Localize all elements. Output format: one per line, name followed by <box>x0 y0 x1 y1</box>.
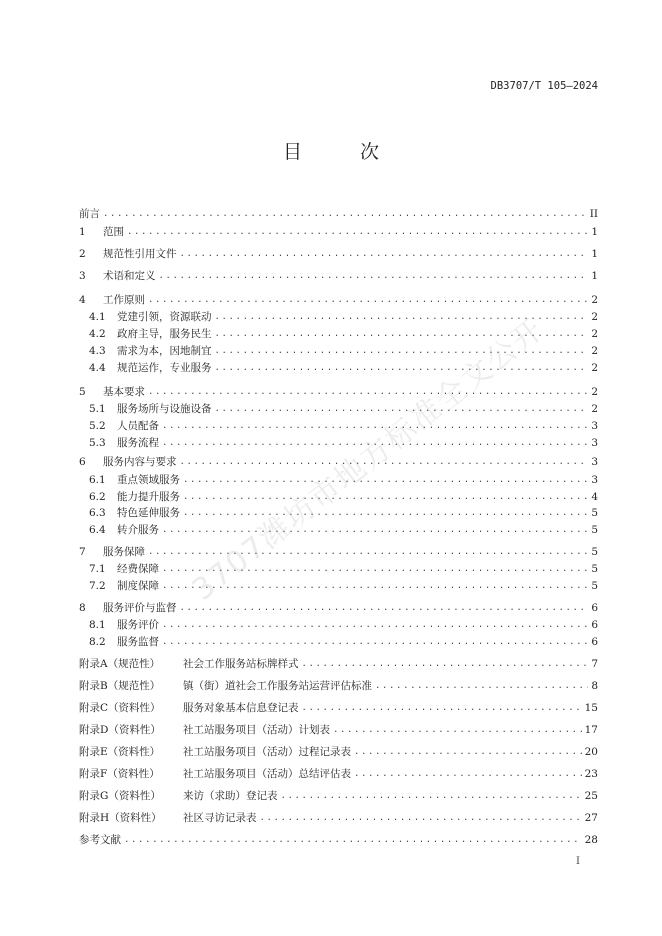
dot-leader <box>354 767 582 781</box>
toc-entry-title <box>89 523 159 537</box>
dot-leader <box>180 601 589 615</box>
toc-entry-label: 社区寻访记录表 <box>183 812 257 824</box>
dot-leader <box>215 402 589 416</box>
toc-entry-title <box>79 455 177 469</box>
toc-entry-page: 2 <box>591 345 598 357</box>
toc-entry-page: 3 <box>591 437 598 449</box>
toc-entry[interactable] <box>79 381 598 399</box>
toc-entry-label: 镇（街）道社会工作服务站运营评估标准 <box>183 680 372 692</box>
toc-entry[interactable] <box>89 432 598 450</box>
toc-entry-label: 经费保障 <box>117 563 159 575</box>
toc-entry-label: 服务场所与设施设备 <box>117 403 212 415</box>
toc-entry[interactable] <box>89 323 598 341</box>
toc-entry[interactable] <box>79 785 598 803</box>
toc-entry[interactable] <box>89 502 598 520</box>
dot-leader <box>302 657 589 671</box>
dot-leader <box>159 269 589 283</box>
toc-entry-number: 6 <box>79 456 86 468</box>
toc-entry-page: 1 <box>591 248 598 260</box>
toc-entry-page: 20 <box>584 746 598 758</box>
toc-entry-title <box>89 327 212 341</box>
toc-entry-page: 5 <box>591 580 598 592</box>
toc-entry-number: 3 <box>79 270 86 282</box>
toc-entry-title <box>79 767 351 781</box>
toc-entry-label: 社会工作服务站标牌样式 <box>183 658 299 670</box>
dot-leader <box>162 419 588 433</box>
toc-entry-title <box>79 293 145 307</box>
toc-entry-label: 服务对象基本信息登记表 <box>183 702 299 714</box>
toc-entry[interactable] <box>79 675 598 693</box>
toc-entry-page: 1 <box>591 226 598 238</box>
toc-entry-number: 4.4 <box>89 362 106 374</box>
toc-entry-number: 8 <box>79 602 86 614</box>
toc-entry-label: 工作原则 <box>103 294 145 306</box>
page-title: 目 次 <box>282 141 406 163</box>
toc-entry-page: 6 <box>591 636 598 648</box>
toc-entry-number: 6.2 <box>89 491 106 503</box>
dot-leader <box>260 811 582 825</box>
toc-entry[interactable] <box>79 741 598 759</box>
toc-entry[interactable] <box>79 541 598 559</box>
toc-entry-number: 1 <box>79 226 86 238</box>
toc-entry[interactable] <box>79 829 598 847</box>
toc-entry-title <box>79 269 156 283</box>
toc-entry-title <box>79 601 177 615</box>
toc-entry-title <box>79 701 299 715</box>
toc-entry-title <box>79 385 145 399</box>
toc-entry-label: 特色延伸服务 <box>117 507 180 519</box>
toc-entry-title <box>89 473 180 487</box>
toc-entry-label: 社工站服务项目（活动）总结评估表 <box>183 768 351 780</box>
toc-entry-title <box>79 789 278 803</box>
dot-leader <box>215 344 589 358</box>
dot-leader <box>124 833 582 847</box>
toc-entry-number: 6.4 <box>89 524 106 536</box>
toc-entry-page: 3 <box>591 456 598 468</box>
toc-entry-page: 2 <box>591 311 598 323</box>
toc-entry-title <box>89 506 180 520</box>
toc-entry-title <box>79 811 257 825</box>
toc-entry-number: 附录C（资料性） <box>79 702 161 714</box>
watermark: 3707潍坊市地方标准全文公开 <box>185 311 552 608</box>
toc-entry-label: 范围 <box>103 226 124 238</box>
toc-entry-title <box>89 436 159 450</box>
toc-entry[interactable] <box>89 357 598 375</box>
toc-entry-page: 4 <box>591 491 598 503</box>
dot-leader <box>354 745 582 759</box>
toc-entry-page: 23 <box>584 768 598 780</box>
toc-entry-page: 1 <box>591 270 598 282</box>
page-number: I <box>576 856 580 867</box>
dot-leader <box>148 293 588 307</box>
toc-entry[interactable] <box>79 807 598 825</box>
toc-entry-page: 2 <box>591 328 598 340</box>
toc-entry-number: 附录A（规范性） <box>79 658 161 670</box>
toc-entry-page: 15 <box>584 702 598 714</box>
toc-entry[interactable] <box>89 398 598 416</box>
dot-leader <box>302 701 582 715</box>
toc-entry-label: 服务评价 <box>117 619 159 631</box>
toc-entry-page: 25 <box>584 790 598 802</box>
toc-entry[interactable] <box>79 697 598 715</box>
toc-entry-label: 重点领域服务 <box>117 474 180 486</box>
toc-entry-label: 转介服务 <box>117 524 159 536</box>
toc-entry[interactable] <box>89 306 598 324</box>
toc-entry-page: 8 <box>591 680 598 692</box>
toc-entry-number: 4.1 <box>89 311 106 323</box>
dot-leader <box>183 506 588 520</box>
toc-entry[interactable] <box>79 265 598 283</box>
toc-entry-page: II <box>589 208 598 220</box>
toc-entry-number: 附录B（规范性） <box>79 680 161 692</box>
toc-entry-title <box>79 657 299 671</box>
toc-entry[interactable] <box>89 575 598 593</box>
toc-entry-title <box>89 402 212 416</box>
toc-entry-label: 服务保障 <box>103 546 145 558</box>
toc-entry-number: 7.1 <box>89 563 106 575</box>
toc-entry[interactable] <box>79 763 598 781</box>
toc-entry[interactable] <box>89 558 598 576</box>
toc-entry-title <box>79 545 145 559</box>
toc-entry[interactable] <box>89 340 598 358</box>
toc-entry-label: 制度保障 <box>117 580 159 592</box>
toc-entry-label: 服务监督 <box>117 636 159 648</box>
toc-entry[interactable] <box>79 289 598 307</box>
toc-entry-title <box>79 723 330 737</box>
toc-entry-label: 人员配备 <box>117 420 159 432</box>
toc-entry-label: 服务内容与要求 <box>103 456 177 468</box>
toc-entry-number: 5.2 <box>89 420 106 432</box>
toc-entry[interactable] <box>79 243 598 261</box>
toc-entry[interactable] <box>79 597 598 615</box>
toc-entry-title <box>79 225 124 239</box>
toc-entry-page: 3 <box>591 420 598 432</box>
toc-entry-page: 5 <box>591 507 598 519</box>
toc-entry-number: 附录F（资料性） <box>79 768 160 780</box>
toc-entry-page: 2 <box>591 386 598 398</box>
toc-entry-number: 2 <box>79 248 86 260</box>
toc-entry-label: 党建引领，资源联动 <box>117 311 212 323</box>
dot-leader <box>183 473 588 487</box>
toc-entry-title <box>89 419 159 433</box>
toc-entry-title <box>79 247 177 261</box>
toc-entry[interactable] <box>79 203 598 221</box>
toc-entry-title <box>89 635 159 649</box>
toc-entry-title <box>79 833 121 847</box>
toc-entry-label: 参考文献 <box>79 834 121 846</box>
toc-entry-title <box>79 679 372 693</box>
toc-entry-title <box>89 618 159 632</box>
dot-leader <box>333 723 582 737</box>
toc-entry[interactable] <box>89 614 598 632</box>
toc-entry-label: 社工站服务项目（活动）计划表 <box>183 724 330 736</box>
toc-entry-label: 规范性引用文件 <box>103 248 177 260</box>
toc-entry-label: 社工站服务项目（活动）过程记录表 <box>183 746 351 758</box>
dot-leader <box>162 436 588 450</box>
toc-entry-page: 5 <box>591 546 598 558</box>
toc-entry-label: 规范运作，专业服务 <box>117 362 212 374</box>
toc-entry[interactable] <box>79 653 598 671</box>
toc-entry-title <box>89 344 212 358</box>
toc-entry-label: 能力提升服务 <box>117 491 180 503</box>
toc-entry[interactable] <box>79 221 598 239</box>
dot-leader <box>215 327 589 341</box>
toc-entry-title <box>89 562 159 576</box>
toc-entry-page: 17 <box>584 724 598 736</box>
toc-entry-page: 2 <box>591 403 598 415</box>
toc-entry-page: 27 <box>584 812 598 824</box>
toc-entry-page: 2 <box>591 362 598 374</box>
dot-leader <box>215 310 589 324</box>
toc-entry-page: 28 <box>584 834 598 846</box>
toc-entry[interactable] <box>89 469 598 487</box>
dot-leader <box>148 385 588 399</box>
toc-entry-number: 7.2 <box>89 580 106 592</box>
toc-entry-number: 7 <box>79 546 86 558</box>
toc-entry-title <box>89 361 212 375</box>
dot-leader <box>281 789 582 803</box>
dot-leader <box>127 225 588 239</box>
toc-entry-number: 附录G（资料性） <box>79 790 161 802</box>
dot-leader <box>162 523 588 537</box>
toc-entry-title <box>89 579 159 593</box>
toc-entry-label: 服务评价与监督 <box>103 602 177 614</box>
toc-entry-number: 附录D（资料性） <box>79 724 161 736</box>
toc-entry-number: 4.3 <box>89 345 106 357</box>
toc-entry-number: 5.1 <box>89 403 106 415</box>
dot-leader <box>375 679 588 693</box>
toc-entry[interactable] <box>79 451 598 469</box>
toc-entry-label: 政府主导，服务民生 <box>117 328 212 340</box>
toc-entry-page: 6 <box>591 619 598 631</box>
toc-entry-page: 5 <box>591 524 598 536</box>
toc-entry-page: 5 <box>591 563 598 575</box>
toc-entry-page: 6 <box>591 602 598 614</box>
dot-leader <box>162 618 588 632</box>
dot-leader <box>103 207 587 221</box>
toc-entry-page: 3 <box>591 474 598 486</box>
toc-entry-number: 4 <box>79 294 86 306</box>
toc-entry-number: 4.2 <box>89 328 106 340</box>
dot-leader <box>162 579 588 593</box>
toc-entry-label: 服务流程 <box>117 437 159 449</box>
toc-entry[interactable] <box>89 631 598 649</box>
toc-entry[interactable] <box>89 415 598 433</box>
toc-entry[interactable] <box>89 519 598 537</box>
toc-entry-title <box>79 745 351 759</box>
dot-leader <box>162 635 588 649</box>
toc-entry-page: 2 <box>591 294 598 306</box>
toc-entry-number: 8.2 <box>89 636 106 648</box>
toc-entry-number: 6.3 <box>89 507 106 519</box>
toc-entry-label: 基本要求 <box>103 386 145 398</box>
toc-entry-page: 7 <box>591 658 598 670</box>
toc-entry-label: 前言 <box>79 208 100 220</box>
dot-leader <box>180 247 589 261</box>
toc-entry-number: 8.1 <box>89 619 106 631</box>
toc-entry-number: 6.1 <box>89 474 106 486</box>
dot-leader <box>148 545 588 559</box>
toc-entry-number: 5.3 <box>89 437 106 449</box>
dot-leader <box>162 562 588 576</box>
toc-entry-label: 需求为本，因地制宜 <box>117 345 212 357</box>
toc-entry-title <box>79 207 100 221</box>
toc-entry-number: 附录H（资料性） <box>79 812 162 824</box>
dot-leader <box>215 361 589 375</box>
toc-entry-title <box>89 310 212 324</box>
toc-entry-number: 5 <box>79 386 86 398</box>
dot-leader <box>180 455 589 469</box>
toc-entry-number: 附录E（资料性） <box>79 746 161 758</box>
toc-entry[interactable] <box>79 719 598 737</box>
toc-entry-label: 术语和定义 <box>103 270 156 282</box>
toc-entry-label: 来访（求助）登记表 <box>183 790 278 802</box>
document-code: DB3707/T 105—2024 <box>490 80 598 92</box>
